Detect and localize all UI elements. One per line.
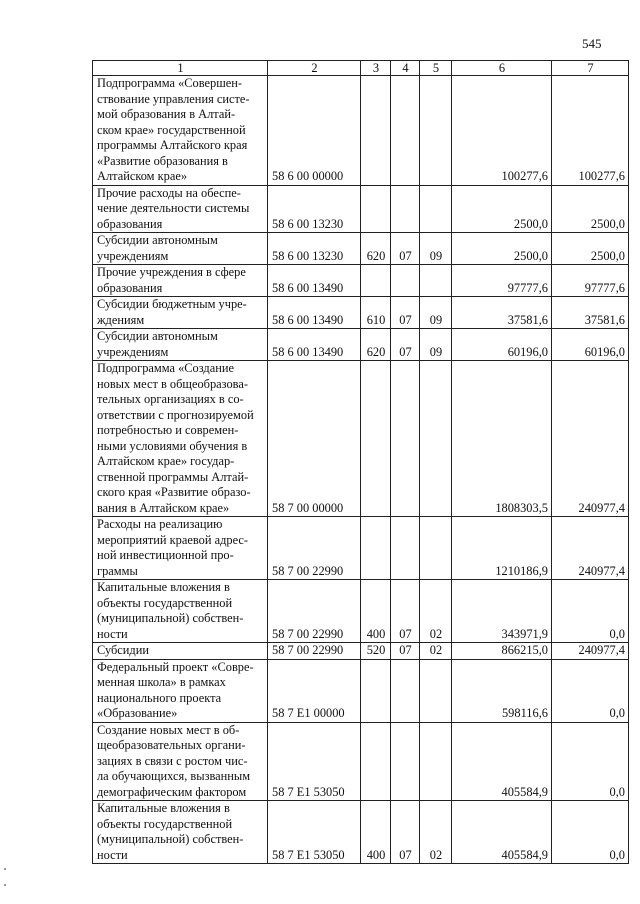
row-col4-cell: 07 <box>391 643 420 660</box>
row-col5-cell: 09 <box>420 233 452 265</box>
row-amount2-cell: 0,0 <box>552 801 629 864</box>
row-amount2-cell: 240977,4 <box>552 517 629 580</box>
row-amount-cell: 405584,9 <box>452 722 552 801</box>
row-amount-cell: 97777,6 <box>452 265 552 297</box>
scan-speck <box>4 884 6 886</box>
row-amount-cell: 405584,9 <box>452 801 552 864</box>
row-amount2-cell: 0,0 <box>552 659 629 722</box>
row-amount2-cell: 100277,6 <box>552 76 629 186</box>
row-code-cell: 58 6 00 13230 <box>268 185 361 233</box>
table-row <box>93 659 629 722</box>
column-header: 4 <box>391 61 420 76</box>
row-col3-cell <box>361 659 391 722</box>
column-header: 1 <box>93 61 268 76</box>
row-code-cell: 58 6 00 13490 <box>268 265 361 297</box>
row-col4-cell <box>391 517 420 580</box>
row-col5-cell: 02 <box>420 643 452 660</box>
row-col3-cell <box>361 722 391 801</box>
row-name-cell: Расходы на реализацию мероприятий краевой адрес- ной инвестиционной про- граммы <box>93 517 268 580</box>
table-row <box>93 517 629 580</box>
row-col5-cell <box>420 517 452 580</box>
row-col5-cell: 02 <box>420 580 452 643</box>
row-amount2-cell: 60196,0 <box>552 329 629 361</box>
row-col4-cell <box>391 185 420 233</box>
row-col3-cell: 610 <box>361 297 391 329</box>
row-col4-cell: 07 <box>391 580 420 643</box>
column-header: 2 <box>268 61 361 76</box>
row-amount-cell: 37581,6 <box>452 297 552 329</box>
table-row <box>93 185 629 233</box>
row-amount-cell: 2500,0 <box>452 233 552 265</box>
table-row <box>93 361 629 517</box>
row-col4-cell: 07 <box>391 233 420 265</box>
row-amount-cell: 343971,9 <box>452 580 552 643</box>
row-name-cell: Создание новых мест в об- щеобразовательных органи- зациях в связи с ростом чис- ла обучающихся, вызванным демографическим фактором <box>93 722 268 801</box>
row-col3-cell: 400 <box>361 580 391 643</box>
row-name-cell: Подпрограмма «Совершен- ствование управления систе- мой образования в Алтай- ском крае» государственной программы Алтайского края «Развитие образования в Алтайском крае» <box>93 76 268 186</box>
row-code-cell: 58 7 E1 00000 <box>268 659 361 722</box>
row-col3-cell <box>361 76 391 186</box>
table-row <box>93 297 629 329</box>
row-amount2-cell: 0,0 <box>552 722 629 801</box>
row-name-cell: Федеральный проект «Совре- менная школа» в рамках национального проекта «Образование» <box>93 659 268 722</box>
row-name-cell: Капитальные вложения в объекты государственной (муниципальной) собствен- ности <box>93 801 268 864</box>
table-row <box>93 265 629 297</box>
page-number: 545 <box>582 36 602 51</box>
row-col5-cell <box>420 76 452 186</box>
row-col5-cell <box>420 659 452 722</box>
row-col5-cell: 09 <box>420 297 452 329</box>
row-col3-cell <box>361 361 391 517</box>
row-name-cell: Капитальные вложения в объекты государственной (муниципальной) собствен- ности <box>93 580 268 643</box>
row-code-cell: 58 6 00 00000 <box>268 76 361 186</box>
row-name-cell: Субсидии <box>93 643 268 660</box>
row-name-cell: Прочие расходы на обеспе- чение деятельности системы образования <box>93 185 268 233</box>
row-col4-cell: 07 <box>391 329 420 361</box>
row-col3-cell <box>361 185 391 233</box>
row-col4-cell <box>391 265 420 297</box>
row-amount2-cell: 0,0 <box>552 580 629 643</box>
row-code-cell: 58 6 00 13490 <box>268 297 361 329</box>
row-amount2-cell: 2500,0 <box>552 185 629 233</box>
row-code-cell: 58 7 00 00000 <box>268 361 361 517</box>
row-code-cell: 58 7 00 22990 <box>268 580 361 643</box>
header-row <box>93 61 629 76</box>
table-row <box>93 329 629 361</box>
table-row <box>93 580 629 643</box>
row-col4-cell: 07 <box>391 801 420 864</box>
row-col4-cell <box>391 76 420 186</box>
table-row <box>93 722 629 801</box>
row-col3-cell <box>361 265 391 297</box>
table-row <box>93 76 629 186</box>
row-amount-cell: 60196,0 <box>452 329 552 361</box>
row-name-cell: Субсидии бюджетным учре- ждениям <box>93 297 268 329</box>
row-name-cell: Подпрограмма «Создание новых мест в общеобразова- тельных организациях в со- ответствии с прогнозируемой потребностью и современ- ными условиями обучения в Алтайском крае» государ- ственной программы Алтай- ского края «Развитие образо- вания в Алтайском крае» <box>93 361 268 517</box>
row-amount2-cell: 97777,6 <box>552 265 629 297</box>
row-col4-cell <box>391 722 420 801</box>
row-name-cell: Прочие учреждения в сфере образования <box>93 265 268 297</box>
column-header: 3 <box>361 61 391 76</box>
row-amount-cell: 598116,6 <box>452 659 552 722</box>
row-amount2-cell: 2500,0 <box>552 233 629 265</box>
row-code-cell: 58 7 00 22990 <box>268 643 361 660</box>
row-col5-cell <box>420 185 452 233</box>
row-col4-cell <box>391 659 420 722</box>
row-code-cell: 58 7 00 22990 <box>268 517 361 580</box>
row-name-cell: Субсидии автономным учреждениям <box>93 329 268 361</box>
column-header: 6 <box>452 61 552 76</box>
row-col3-cell: 620 <box>361 233 391 265</box>
row-amount-cell: 100277,6 <box>452 76 552 186</box>
row-code-cell: 58 6 00 13490 <box>268 329 361 361</box>
row-col3-cell: 620 <box>361 329 391 361</box>
row-amount-cell: 1808303,5 <box>452 361 552 517</box>
table-row <box>93 801 629 864</box>
table-row <box>93 233 629 265</box>
column-header: 7 <box>552 61 629 76</box>
row-col4-cell <box>391 361 420 517</box>
row-col3-cell: 400 <box>361 801 391 864</box>
budget-table <box>92 60 629 864</box>
row-name-cell: Субсидии автономным учреждениям <box>93 233 268 265</box>
row-amount2-cell: 240977,4 <box>552 361 629 517</box>
row-amount2-cell: 240977,4 <box>552 643 629 660</box>
row-col5-cell <box>420 265 452 297</box>
row-amount2-cell: 37581,6 <box>552 297 629 329</box>
row-col4-cell: 07 <box>391 297 420 329</box>
row-code-cell: 58 7 E1 53050 <box>268 801 361 864</box>
row-col5-cell <box>420 361 452 517</box>
row-code-cell: 58 7 E1 53050 <box>268 722 361 801</box>
row-col5-cell: 09 <box>420 329 452 361</box>
row-col5-cell: 02 <box>420 801 452 864</box>
row-amount-cell: 1210186,9 <box>452 517 552 580</box>
row-col3-cell <box>361 517 391 580</box>
row-col5-cell <box>420 722 452 801</box>
row-amount-cell: 866215,0 <box>452 643 552 660</box>
row-code-cell: 58 6 00 13230 <box>268 233 361 265</box>
row-amount-cell: 2500,0 <box>452 185 552 233</box>
scan-speck <box>4 868 6 870</box>
table-row <box>93 643 629 660</box>
row-col3-cell: 520 <box>361 643 391 660</box>
column-header: 5 <box>420 61 452 76</box>
